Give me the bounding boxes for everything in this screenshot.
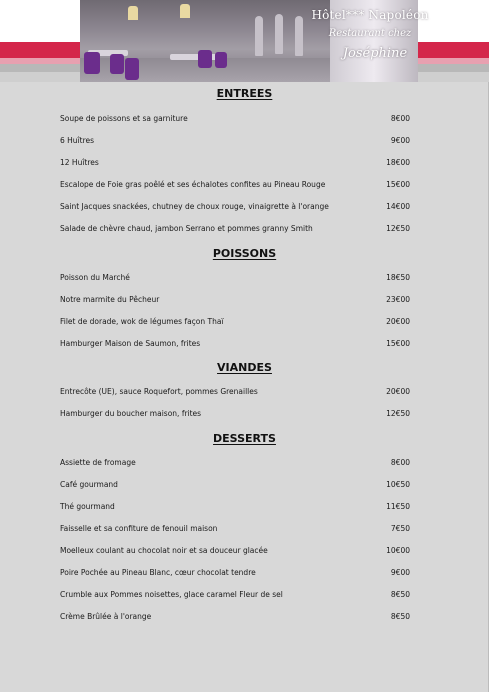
- item-name: Poisson du Marché: [60, 273, 130, 282]
- purple-chair: [125, 58, 139, 80]
- item-price: 18€00: [386, 158, 410, 167]
- menu-item: [60, 136, 410, 148]
- item-price: 9€00: [390, 136, 410, 145]
- menu-item: [60, 409, 410, 421]
- item-name: Crème Brûlée à l'orange: [60, 612, 152, 621]
- menu-item: [60, 590, 410, 602]
- menu-item: [60, 317, 410, 329]
- menu-item: [60, 387, 410, 399]
- menu-item: [60, 502, 410, 514]
- menu-item: [60, 180, 410, 192]
- section-title-poissons: POISSONS: [212, 247, 277, 260]
- item-name: Hamburger Maison de Saumon, frites: [60, 339, 201, 348]
- item-name: Moelleux coulant au chocolat noir et sa douceur glacée: [60, 546, 268, 555]
- statue-figure: [255, 16, 263, 56]
- section-title-desserts: DESSERTS: [213, 432, 276, 445]
- dining-table: [170, 54, 220, 60]
- item-price: 20€00: [386, 387, 410, 396]
- purple-chair: [198, 50, 212, 68]
- item-name: 12 Huîtres: [60, 158, 99, 167]
- item-name: Faisselle et sa confiture de fenouil maison: [60, 524, 218, 533]
- hotel-name: Hôtel*** Napoléon: [311, 8, 429, 22]
- menu-item: [60, 568, 410, 580]
- statue-figure: [295, 16, 303, 56]
- item-name: Café gourmand: [60, 480, 118, 489]
- lamp-icon: [180, 4, 190, 18]
- item-name: Hamburger du boucher maison, frites: [60, 409, 202, 418]
- header-banner: [0, 0, 489, 82]
- menu-item: [60, 202, 410, 214]
- menu-item: [60, 224, 410, 236]
- menu-item: [60, 524, 410, 536]
- item-name: Soupe de poissons et sa garniture: [60, 114, 188, 123]
- item-name: 6 Huîtres: [60, 136, 95, 145]
- menu-item: [60, 158, 410, 170]
- item-price: 15€00: [386, 339, 410, 348]
- menu-item: [60, 480, 410, 492]
- item-price: 8€00: [390, 458, 410, 467]
- item-name: Filet de dorade, wok de légumes façon Thaï: [60, 317, 224, 326]
- item-price: 8€00: [390, 114, 410, 123]
- item-price: 10€00: [386, 546, 410, 555]
- purple-chair: [110, 54, 124, 74]
- restaurant-name: Joséphine: [342, 46, 408, 61]
- statue-figure: [275, 14, 283, 54]
- menu-item: [60, 295, 410, 307]
- menu-item: [60, 612, 410, 624]
- item-price: 11€50: [386, 502, 410, 511]
- item-price: 8€50: [390, 590, 410, 599]
- section-title-entrees: ENTREES: [216, 87, 273, 100]
- item-name: Escalope de Foie gras poêlé et ses échalotes confites au Pineau Rouge: [60, 180, 326, 189]
- purple-chair: [84, 52, 100, 74]
- item-name: Assiette de fromage: [60, 458, 136, 467]
- item-price: 12€50: [386, 224, 410, 233]
- item-price: 14€00: [386, 202, 410, 211]
- item-price: 15€00: [386, 180, 410, 189]
- menu-item: [60, 458, 410, 470]
- lamp-icon: [128, 6, 138, 20]
- menu-item: [60, 114, 410, 126]
- menu-item: [60, 546, 410, 558]
- item-price: 23€00: [386, 295, 410, 304]
- purple-chair: [215, 52, 227, 68]
- item-name: Crumble aux Pommes noisettes, glace caramel Fleur de sel: [60, 590, 283, 599]
- item-price: 8€50: [390, 612, 410, 621]
- item-name: Salade de chèvre chaud, jambon Serrano et pommes granny Smith: [60, 224, 313, 233]
- item-name: Poire Pochée au Pineau Blanc, cœur chocolat tendre: [60, 568, 256, 577]
- item-price: 20€00: [386, 317, 410, 326]
- item-price: 10€50: [386, 480, 410, 489]
- item-name: Notre marmite du Pêcheur: [60, 295, 160, 304]
- item-price: 7€50: [390, 524, 410, 533]
- restaurant-label: Restaurant chez: [328, 28, 412, 39]
- item-name: Saint Jacques snackées, chutney de choux rouge, vinaigrette à l'orange: [60, 202, 329, 211]
- section-title-viandes: VIANDES: [217, 361, 272, 374]
- menu-item: [60, 339, 410, 351]
- item-price: 18€50: [386, 273, 410, 282]
- item-name: Entrecôte (UE), sauce Roquefort, pommes Grenailles: [60, 387, 258, 396]
- item-price: 9€00: [390, 568, 410, 577]
- item-price: 12€50: [386, 409, 410, 418]
- item-name: Thé gourmand: [60, 502, 115, 511]
- menu-item: [60, 273, 410, 285]
